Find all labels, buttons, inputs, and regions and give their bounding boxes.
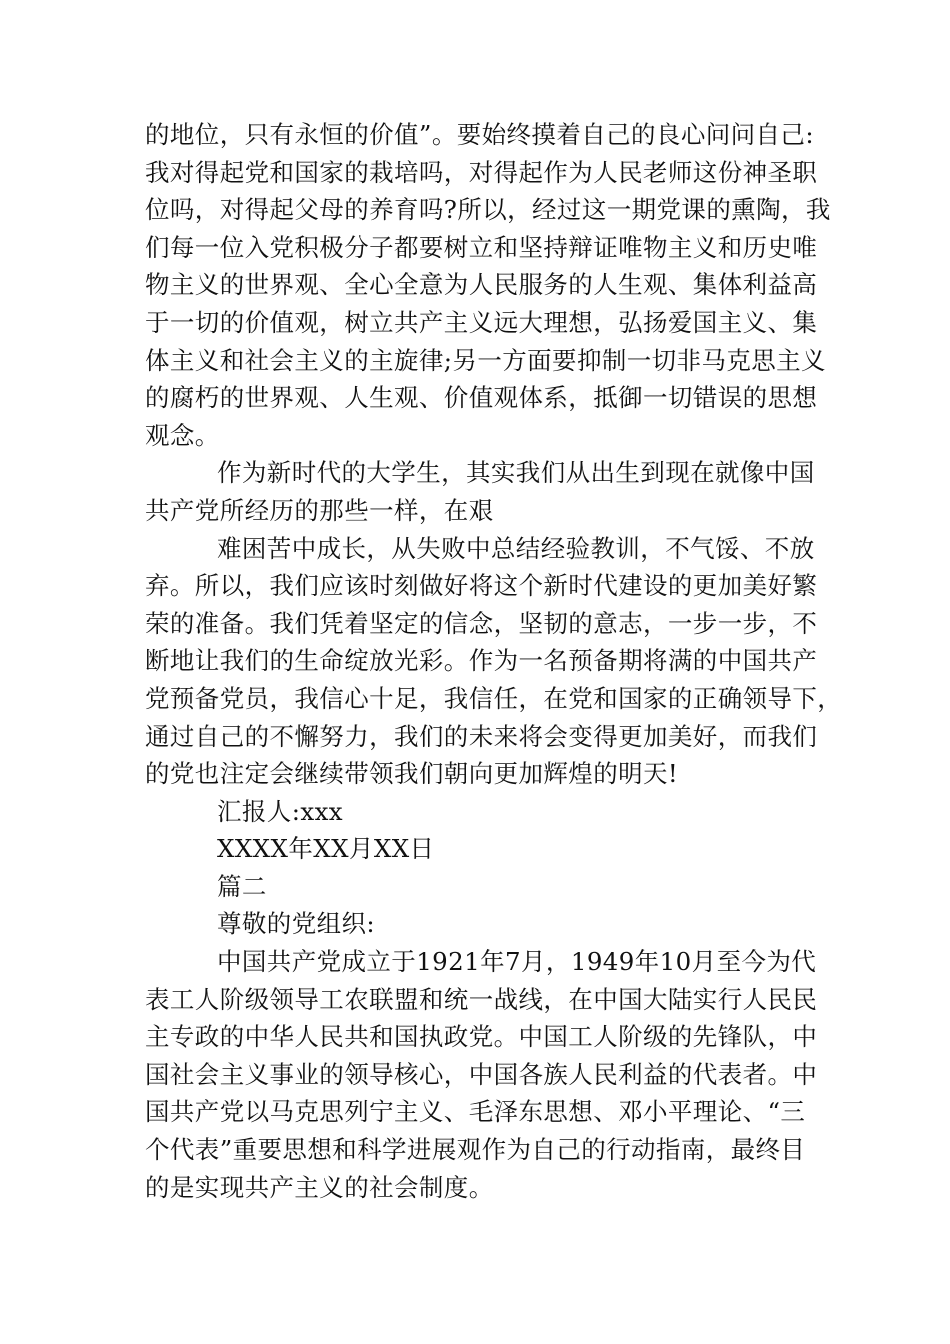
text-line: 观念。	[145, 420, 220, 450]
text-line: 的党也注定会继续带领我们朝向更加辉煌的明天!	[145, 759, 679, 789]
text-line: 作为新时代的大学生，其实我们从出生到现在就像中国	[217, 458, 815, 488]
text-line: 弃。所以，我们应该时刻做好将这个新时代建设的更加美好繁	[145, 571, 818, 601]
paragraph-party-history	[145, 943, 818, 1206]
paragraph-student	[145, 454, 815, 529]
text-line: 共产党所经历的那些一样，在艰	[145, 495, 494, 525]
text-line: 位吗，对得起父母的养育吗?所以，经过这一期党课的熏陶，我	[145, 195, 831, 225]
text-line: 国社会主义事业的领导核心，中国各族人民利益的代表者。中	[145, 1059, 818, 1089]
text-line: 断地让我们的生命绽放光彩。作为一名预备期将满的中国共产	[145, 646, 818, 676]
text-line: 中国共产党成立于1921年7月，1949年10月至今为代	[217, 947, 817, 977]
section-heading	[145, 868, 805, 906]
text-line: 我对得起党和国家的栽培吗，对得起作为人民老师这份神圣职	[145, 157, 818, 187]
reporter-name: 汇报人:xxx	[217, 796, 344, 826]
reporter-signature	[145, 793, 805, 831]
salutation-text: 尊敬的党组织:	[217, 909, 376, 939]
text-line: 个代表”重要思想和科学进展观作为自己的行动指南，最终目	[145, 1135, 806, 1165]
paragraph-values	[145, 116, 831, 454]
text-line: 通过自己的不懈努力，我们的未来将会变得更加美好，而我们	[145, 721, 818, 751]
text-line: 主专政的中华人民共和国执政党。中国工人阶级的先锋队，中	[145, 1022, 818, 1052]
text-line: 物主义的世界观、全心全意为人民服务的人生观、集体利益高	[145, 270, 818, 300]
text-line: 难困苦中成长，从失败中总结经验教训，不气馁、不放	[217, 533, 815, 563]
section-title: 篇二	[217, 871, 267, 901]
text-line: 体主义和社会主义的主旋律;另一方面要抑制一切非马克思主义	[145, 345, 826, 375]
text-line: 的地位，只有永恒的价值”。要始终摸着自己的良心问问自己:	[145, 120, 814, 149]
text-line: 表工人阶级领导工农联盟和统一战线，在中国大陆实行人民民	[145, 984, 818, 1014]
paragraph-growth	[145, 530, 843, 793]
text-line: 党预备党员，我信心十足，我信任，在党和国家的正确领导下，	[145, 683, 843, 713]
text-line: 于一切的价值观，树立共产主义远大理想，弘扬爱国主义、集	[145, 307, 818, 337]
document-body	[145, 116, 843, 1206]
text-line: 荣的准备。我们凭着坚定的信念，坚韧的意志，一步一步，不	[145, 608, 818, 638]
salutation	[145, 905, 805, 943]
date-text: XXXX年XX月XX日	[217, 834, 435, 864]
report-date	[145, 830, 805, 868]
text-line: 国共产党以马克思列宁主义、毛泽东思想、邓小平理论、“三	[145, 1097, 806, 1127]
text-line: 的是实现共产主义的社会制度。	[145, 1172, 494, 1202]
text-line: 们每一位入党积极分子都要树立和坚持辩证唯物主义和历史唯	[145, 232, 818, 262]
text-line: 的腐朽的世界观、人生观、价值观体系，抵御一切错误的思想	[145, 383, 818, 413]
